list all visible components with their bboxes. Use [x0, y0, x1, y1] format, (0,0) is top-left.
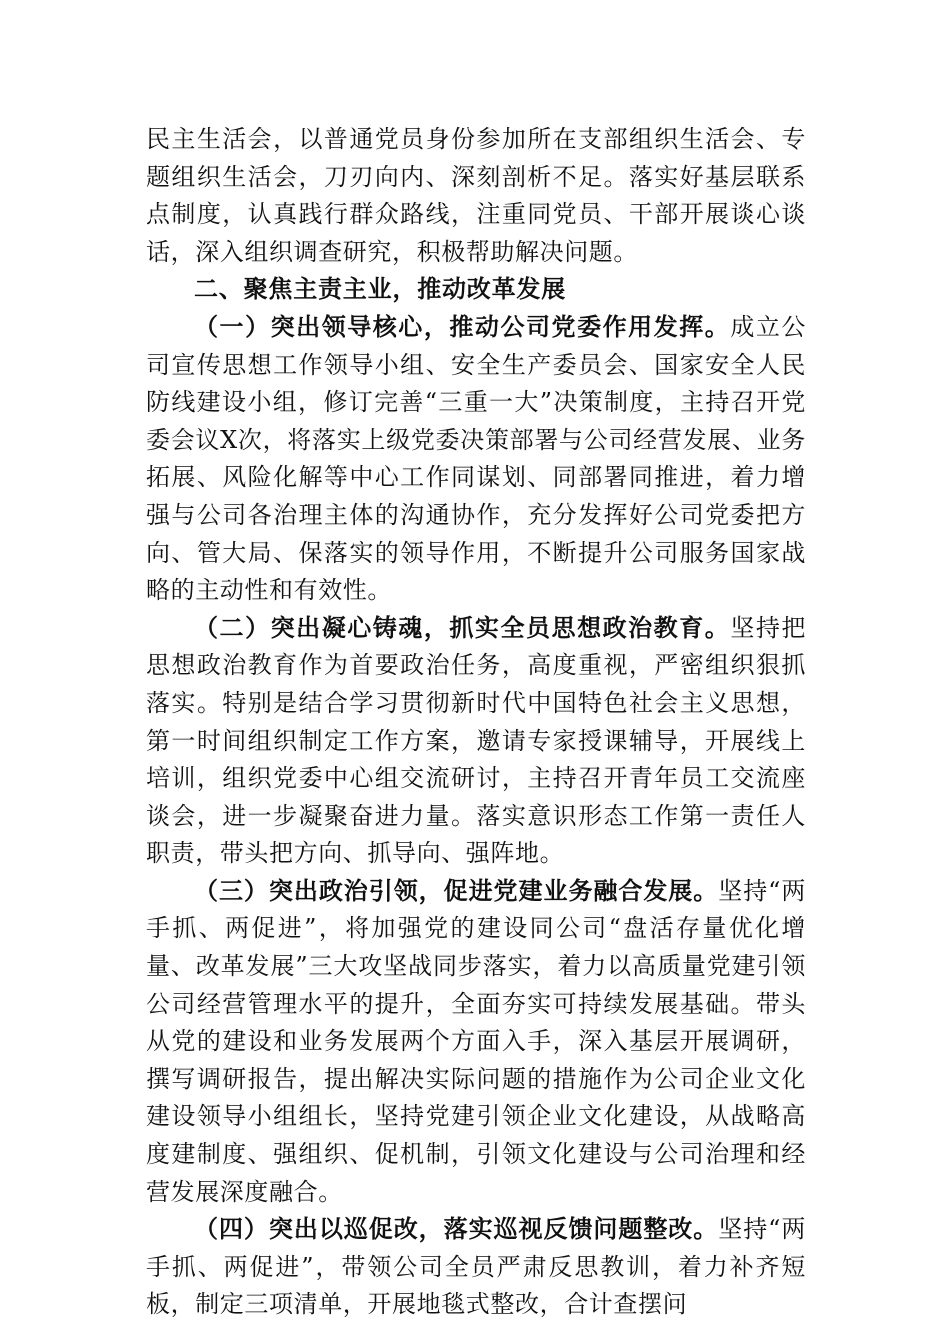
paragraph-4-body: 坚持“两手抓、两促进”，带领公司全员严肃反思教训，着力补齐短板，制定三项清单，开展地毯式整改，合计查摆问	[146, 1215, 806, 1319]
section-heading: 二、聚焦主责主业，推动改革发展	[194, 275, 566, 304]
paragraph-1-lead: （一）突出领导核心，推动公司党委作用发挥。	[194, 312, 731, 341]
document-body	[146, 121, 806, 1324]
paragraph-2-body: 坚持把思想政治教育作为首要政治任务，高度重视，严密组织狠抓落实。特别是结合学习贯彻新时代中国特色社会主义思想，第一时间组织制定工作方案，邀请专家授课辅导，开展线上培训，组织党委中心组交流研讨，主持召开青年员工交流座谈会，进一步凝聚奋进力量。落实意识形态工作第一责任人职责，带头把方向、抓导向、强阵地。	[146, 613, 806, 868]
paragraph-4	[146, 1211, 806, 1324]
paragraph-text: 民主生活会，以普通党员身份参加所在支部组织生活会、专题组织生活会，刀刃向内、深刻剖析不足。落实好基层联系点制度，认真践行群众路线，注重同党员、干部开展谈心谈话，深入组织调查研究，积极帮助解决问题。	[146, 125, 806, 266]
paragraph-4-lead: （四）突出以巡促改，落实巡视反馈问题整改。	[194, 1215, 719, 1244]
paragraph-2	[146, 610, 806, 873]
paragraph-continued	[146, 121, 806, 271]
paragraph-3-lead: （三）突出政治引领，促进党建业务融合发展。	[194, 876, 719, 905]
paragraph-1-body: 成立公司宣传思想工作领导小组、安全生产委员会、国家安全人民防线建设小组，修订完善“三重一大”决策制度，主持召开党委会议X次，将落实上级党委决策部署与公司经营发展、业务拓展、风险化解等中心工作同谋划、同部署同推进，着力增强与公司各治理主体的沟通协作，充分发挥好公司党委把方向、管大局、保落实的领导作用，不断提升公司服务国家战略的主动性和有效性。	[146, 312, 806, 605]
paragraph-3	[146, 873, 806, 1211]
paragraph-2-lead: （二）突出凝心铸魂，抓实全员思想政治教育。	[194, 613, 731, 642]
paragraph-1	[146, 309, 806, 610]
paragraph-3-body: 坚持“两手抓、两促进”，将加强党的建设同公司“盘活存量优化增量、改革发展”三大攻坚战同步落实，着力以高质量党建引领公司经营管理水平的提升，全面夯实可持续发展基础。带头从党的建设和业务发展两个方面入手，深入基层开展调研，撰写调研报告，提出解决实际问题的措施作为公司企业文化建设领导小组组长，坚持党建引领企业文化建设，从战略高度建制度、强组织、促机制，引领文化建设与公司治理和经营发展深度融合。	[146, 876, 806, 1206]
